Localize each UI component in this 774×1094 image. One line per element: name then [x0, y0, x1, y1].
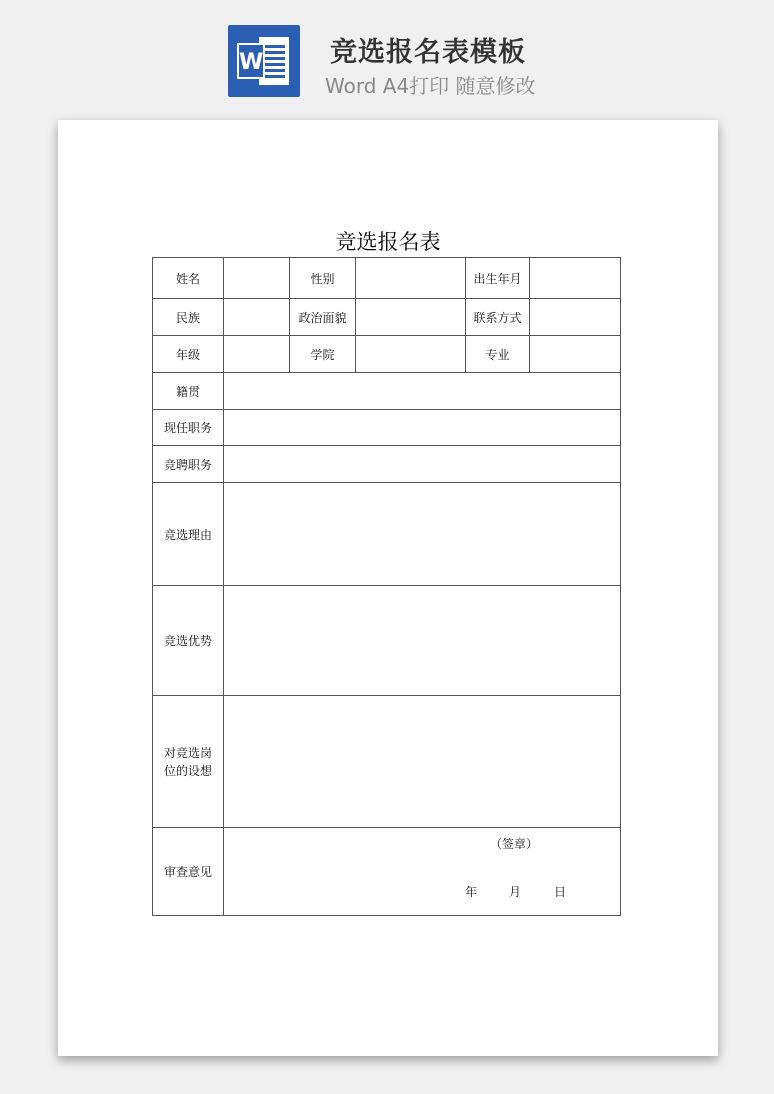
field-contact[interactable]	[529, 298, 621, 336]
label-applied-position: 竞聘职务	[152, 445, 224, 483]
page-header	[0, 0, 774, 118]
field-ethnicity[interactable]	[223, 298, 290, 336]
label-college: 学院	[289, 335, 356, 373]
label-current-position: 现任职务	[152, 409, 224, 446]
label-gender: 性别	[289, 257, 356, 299]
field-review[interactable]	[223, 827, 621, 916]
field-grade[interactable]	[223, 335, 290, 373]
document-page	[58, 120, 718, 1056]
field-major[interactable]	[529, 335, 621, 373]
field-applied-position[interactable]	[223, 445, 621, 483]
label-plan: 对竞选岗位的设想	[152, 695, 224, 828]
field-current-position[interactable]	[223, 409, 621, 446]
field-native-place[interactable]	[223, 372, 621, 410]
label-contact: 联系方式	[465, 298, 530, 336]
field-plan[interactable]	[223, 695, 621, 828]
word-document-icon	[228, 25, 300, 97]
date-year-label: 年	[465, 885, 478, 899]
date-day-label: 日	[554, 885, 567, 899]
form-title: 竞选报名表	[335, 230, 441, 254]
seal-label: （签章）	[490, 837, 539, 851]
template-subtitle: Word A4打印 随意修改	[325, 74, 536, 98]
label-native-place: 籍贯	[152, 372, 224, 410]
field-reason[interactable]	[223, 482, 621, 586]
field-birth[interactable]	[529, 257, 621, 299]
label-political: 政治面貌	[289, 298, 356, 336]
label-name: 姓名	[152, 257, 224, 299]
date-month-label: 月	[509, 885, 522, 899]
field-political[interactable]	[355, 298, 466, 336]
label-grade: 年级	[152, 335, 224, 373]
label-review: 审查意见	[152, 827, 224, 916]
label-reason: 竞选理由	[152, 482, 224, 586]
field-gender[interactable]	[355, 257, 466, 299]
logo-letter: W	[237, 43, 265, 79]
label-ethnicity: 民族	[152, 298, 224, 336]
field-advantage[interactable]	[223, 585, 621, 696]
label-birth: 出生年月	[465, 257, 530, 299]
label-advantage: 竞选优势	[152, 585, 224, 696]
template-title: 竞选报名表模板	[330, 37, 526, 68]
field-college[interactable]	[355, 335, 466, 373]
field-name[interactable]	[223, 257, 290, 299]
label-major: 专业	[465, 335, 530, 373]
